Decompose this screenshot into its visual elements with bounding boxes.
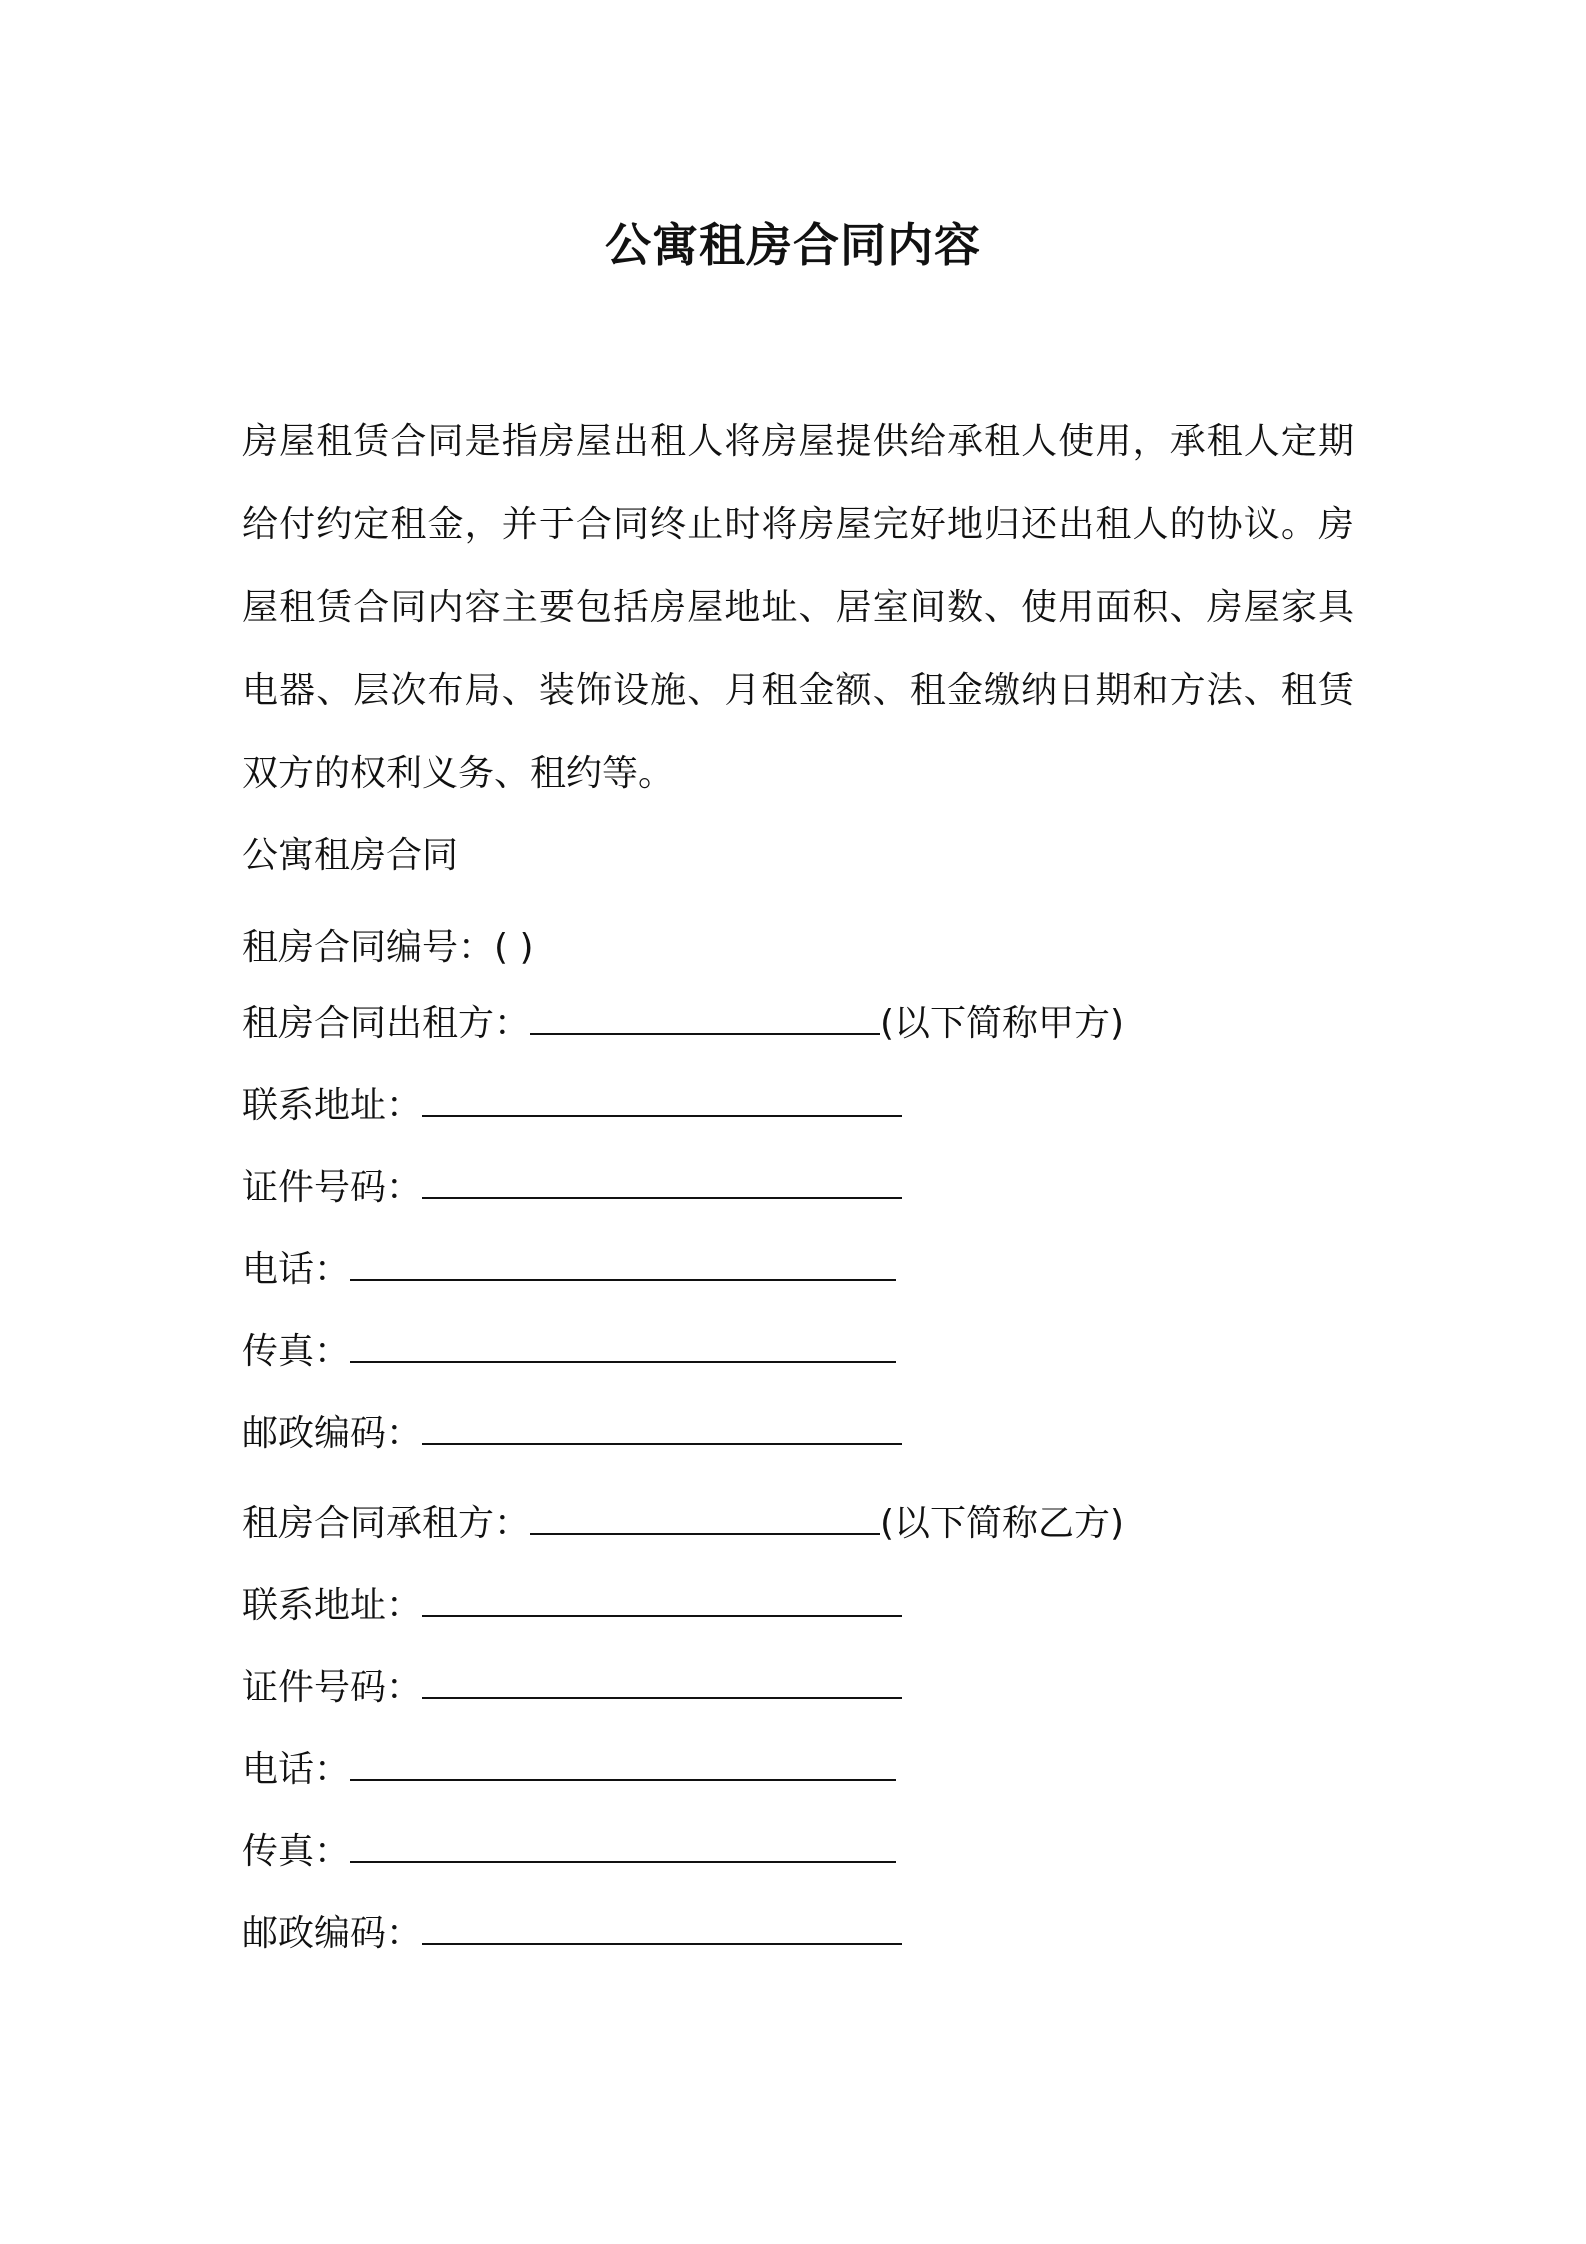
lessor-fax-label: 传真： (242, 1331, 351, 1372)
lessee-id-label: 证件号码： (242, 1667, 423, 1708)
lessor-suffix: (以下简称甲方) (880, 1003, 1125, 1044)
lessor-name-blank (530, 995, 880, 1035)
lessee-address-line (242, 1576, 902, 1636)
lessee-postcode-label: 邮政编码： (242, 1913, 423, 1954)
lessee-fax-label: 传真： (242, 1831, 351, 1872)
lessor-postcode-blank (422, 1405, 902, 1445)
intro-paragraph: 房屋租赁合同是指房屋出租人将房屋提供给承租人使用，承租人定期给付约定租金，并于合同终止时将房屋完好地归还出租人的协议。房屋租赁合同内容主要包括房屋地址、居室间数、使用面积、房屋家具电器、层次布局、装饰设施、月租金额、租金缴纳日期和方法、租赁双方的权利义务、租约等。 (242, 421, 1354, 794)
lessee-id-line (242, 1658, 902, 1718)
lessee-fax-line (242, 1822, 896, 1882)
lessee-line (242, 1494, 1124, 1554)
lessor-address-label: 联系地址： (242, 1085, 423, 1126)
lessor-fax-blank (350, 1323, 896, 1363)
lessor-phone-label: 电话： (242, 1249, 351, 1290)
lessor-id-line (242, 1158, 902, 1218)
lessee-suffix: (以下简称乙方) (880, 1503, 1125, 1544)
lessor-postcode-line (242, 1404, 902, 1464)
lessor-fax-line (242, 1322, 896, 1382)
lessee-postcode-blank (422, 1905, 902, 1945)
lessee-address-label: 联系地址： (242, 1585, 423, 1626)
lessor-id-label: 证件号码： (242, 1167, 423, 1208)
lessor-id-blank (422, 1159, 902, 1199)
lessee-label: 租房合同承租方： (242, 1503, 531, 1544)
lessor-address-line (242, 1076, 902, 1136)
lessor-address-blank (422, 1077, 902, 1117)
section-heading: 公寓租房合同 (242, 835, 459, 876)
lessee-phone-label: 电话： (242, 1749, 351, 1790)
lessee-phone-blank (350, 1741, 896, 1781)
document-title: 公寓租房合同内容 (605, 218, 981, 272)
contract-number: 租房合同编号：( ) (242, 927, 534, 968)
lessor-phone-blank (350, 1241, 896, 1281)
lessor-postcode-label: 邮政编码： (242, 1413, 423, 1454)
lessor-label: 租房合同出租方： (242, 1003, 531, 1044)
lessee-fax-blank (350, 1823, 896, 1863)
lessee-phone-line (242, 1740, 896, 1800)
lessor-line (242, 994, 1124, 1054)
lessee-address-blank (422, 1577, 902, 1617)
lessee-postcode-line (242, 1904, 902, 1964)
lessee-name-blank (530, 1495, 880, 1535)
lessor-phone-line (242, 1240, 896, 1300)
lessee-id-blank (422, 1659, 902, 1699)
